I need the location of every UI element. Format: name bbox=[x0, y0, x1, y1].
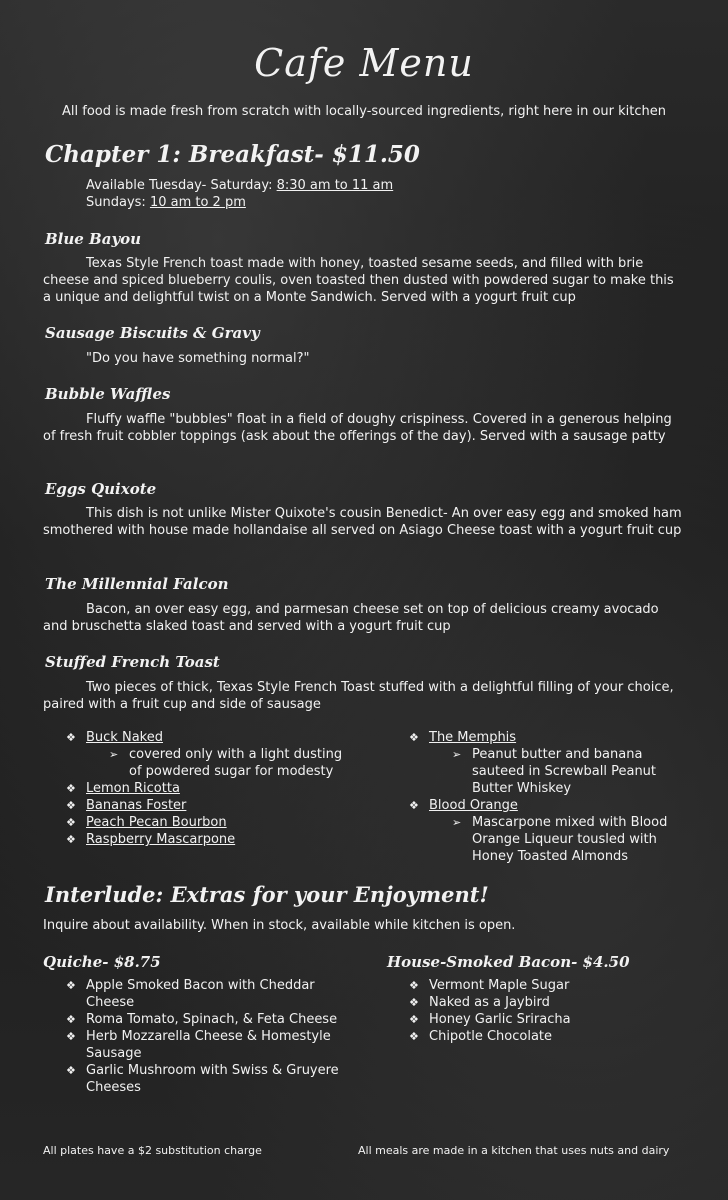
quiche-heading: Quiche- $8.75 bbox=[43, 953, 161, 971]
item-desc-sausage-biscuits: "Do you have something normal?" bbox=[86, 351, 310, 366]
filling-note: covered only with a light dusting of powdered sugar for modesty bbox=[129, 747, 343, 779]
diamond-bullet-icon: ❖ bbox=[66, 979, 76, 992]
item-name-sausage-biscuits: Sausage Biscuits & Gravy bbox=[45, 324, 260, 342]
item-name-bubble-waffles: Bubble Waffles bbox=[45, 385, 171, 403]
arrow-bullet-icon: ➢ bbox=[109, 748, 119, 761]
filling-name: The Memphis bbox=[429, 730, 517, 745]
list-item bbox=[66, 1011, 341, 1028]
list-item bbox=[66, 1062, 341, 1096]
bacon-option: Chipotle Chocolate bbox=[429, 1029, 553, 1044]
bacon-option: Vermont Maple Sugar bbox=[429, 978, 570, 993]
hours-sunday-label: Sundays: bbox=[86, 195, 150, 210]
filling-notes bbox=[429, 746, 689, 797]
diamond-bullet-icon: ❖ bbox=[66, 799, 76, 812]
quiche-option: Herb Mozzarella Cheese & Homestyle Sausage bbox=[86, 1029, 331, 1061]
list-item bbox=[409, 1011, 689, 1028]
list-item bbox=[66, 1028, 341, 1062]
list-item bbox=[66, 780, 356, 797]
filling-notes bbox=[86, 746, 356, 780]
filling-name: Peach Pecan Bourbon bbox=[86, 815, 227, 830]
diamond-bullet-icon: ❖ bbox=[66, 816, 76, 829]
quiche-option: Apple Smoked Bacon with Cheddar Cheese bbox=[86, 978, 315, 1010]
list-item bbox=[452, 814, 689, 865]
diamond-bullet-icon: ❖ bbox=[66, 1013, 76, 1026]
item-name-stuffed-french-toast: Stuffed French Toast bbox=[45, 653, 220, 671]
list-item bbox=[409, 797, 689, 865]
item-desc-stuffed-french-toast: Two pieces of thick, Texas Style French Toast stuffed with a delightful filling of your choice, paired with a fruit cup and side of sausage bbox=[43, 680, 674, 712]
bacon-heading: House-Smoked Bacon- $4.50 bbox=[387, 953, 630, 971]
quiche-option: Roma Tomato, Spinach, & Feta Cheese bbox=[86, 1012, 338, 1027]
item-desc-millennial-falcon: Bacon, an over easy egg, and parmesan cheese set on top of delicious creamy avocado and bruschetta slaked toast and served with a yogurt fruit cup bbox=[43, 602, 659, 634]
diamond-bullet-icon: ❖ bbox=[409, 996, 419, 1009]
interlude-note: Inquire about availability. When in stock, available while kitchen is open. bbox=[43, 918, 516, 933]
diamond-bullet-icon: ❖ bbox=[409, 979, 419, 992]
arrow-bullet-icon: ➢ bbox=[452, 748, 462, 761]
item-desc-blue-bayou: Texas Style French toast made with honey, toasted sesame seeds, and filled with brie cheese and spiced blueberry coulis, oven toasted then dusted with powdered sugar to make this a unique and delightful twist on a Monte Sandwich. Served with a yogurt fruit cup bbox=[43, 256, 674, 305]
item-desc-bubble-waffles: Fluffy waffle "bubbles" float in a field of doughy crispiness. Covered in a generous helping of fresh fruit cobbler toppings (ask about the offerings of the day). Served with a sausage patty bbox=[43, 412, 672, 444]
footer-allergen-note: All meals are made in a kitchen that uses nuts and dairy bbox=[358, 1144, 670, 1157]
diamond-bullet-icon: ❖ bbox=[409, 799, 419, 812]
bacon-option: Naked as a Jaybird bbox=[429, 995, 550, 1010]
list-item bbox=[409, 1028, 689, 1045]
interlude-heading: Interlude: Extras for your Enjoyment! bbox=[45, 882, 489, 907]
list-item bbox=[66, 831, 356, 848]
list-item bbox=[109, 746, 356, 780]
filling-name: Blood Orange bbox=[429, 798, 518, 813]
filling-name: Lemon Ricotta bbox=[86, 781, 180, 796]
hours-weekday-label: Available Tuesday- Saturday: bbox=[86, 178, 277, 193]
fillings-list-left bbox=[66, 729, 356, 848]
arrow-bullet-icon: ➢ bbox=[452, 816, 462, 829]
page-title: Cafe Menu bbox=[254, 41, 474, 85]
filling-name: Bananas Foster bbox=[86, 798, 187, 813]
quiche-option: Garlic Mushroom with Swiss & Gruyere Cheeses bbox=[86, 1063, 339, 1095]
hours-weekday-value: 8:30 am to 11 am bbox=[276, 178, 394, 193]
item-desc-eggs-quixote: This dish is not unlike Mister Quixote's cousin Benedict- An over easy egg and smoked ham smothered with house made hollandaise all served on Asiago Cheese toast with a yogurt fruit cup bbox=[43, 506, 682, 538]
list-item bbox=[452, 746, 689, 797]
diamond-bullet-icon: ❖ bbox=[409, 1013, 419, 1026]
diamond-bullet-icon: ❖ bbox=[66, 782, 76, 795]
item-name-millennial-falcon: The Millennial Falcon bbox=[45, 575, 229, 593]
quiche-list bbox=[66, 977, 341, 1096]
list-item bbox=[66, 797, 356, 814]
filling-name: Buck Naked bbox=[86, 730, 163, 745]
list-item bbox=[66, 729, 356, 780]
intro-text: All food is made fresh from scratch with locally-sourced ingredients, right here in our kitchen bbox=[62, 104, 666, 119]
filling-note: Mascarpone mixed with Blood Orange Liqueur tousled with Honey Toasted Almonds bbox=[472, 815, 668, 864]
hours-sunday-value: 10 am to 2 pm bbox=[149, 195, 246, 210]
bacon-list bbox=[409, 977, 689, 1045]
bacon-option: Honey Garlic Sriracha bbox=[429, 1012, 571, 1027]
breakfast-heading: Chapter 1: Breakfast- $11.50 bbox=[45, 141, 420, 168]
diamond-bullet-icon: ❖ bbox=[409, 1030, 419, 1043]
hours-sunday bbox=[86, 194, 246, 211]
filling-notes bbox=[429, 814, 689, 865]
diamond-bullet-icon: ❖ bbox=[409, 731, 419, 744]
item-name-blue-bayou: Blue Bayou bbox=[45, 230, 142, 248]
fillings-list-right bbox=[409, 729, 689, 865]
hours-weekday bbox=[86, 177, 393, 194]
diamond-bullet-icon: ❖ bbox=[66, 1030, 76, 1043]
diamond-bullet-icon: ❖ bbox=[66, 1064, 76, 1077]
diamond-bullet-icon: ❖ bbox=[66, 731, 76, 744]
footer-substitution-note: All plates have a $2 substitution charge bbox=[43, 1144, 262, 1157]
list-item bbox=[409, 729, 689, 797]
list-item bbox=[409, 994, 689, 1011]
item-name-eggs-quixote: Eggs Quixote bbox=[45, 480, 157, 498]
list-item bbox=[66, 814, 356, 831]
list-item bbox=[409, 977, 689, 994]
diamond-bullet-icon: ❖ bbox=[66, 833, 76, 846]
list-item bbox=[66, 977, 341, 1011]
filling-name: Raspberry Mascarpone bbox=[86, 832, 236, 847]
filling-note: Peanut butter and banana sauteed in Screwball Peanut Butter Whiskey bbox=[472, 747, 657, 796]
